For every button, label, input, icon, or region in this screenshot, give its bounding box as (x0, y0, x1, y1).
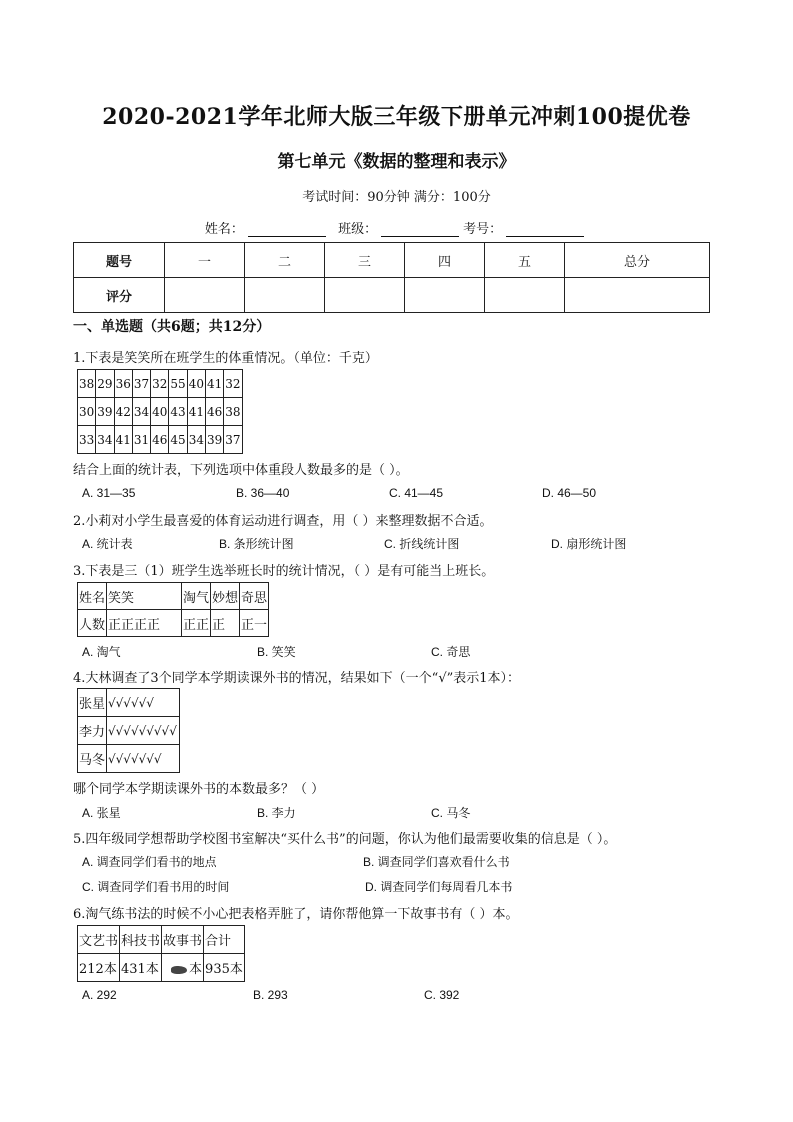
student-fields (0, 218, 793, 237)
table-cell: 32 (224, 370, 242, 398)
table-row (78, 954, 245, 982)
option-d[interactable]: D. 扇形统计图 (551, 537, 627, 551)
number-blank (506, 222, 584, 237)
table-cell: 43 (169, 398, 187, 426)
exam-info: 考试时间：90分钟 满分：100分 (302, 190, 491, 205)
score-table-header-row (74, 243, 710, 278)
question-6-stem: 6.淘气练书法的时候不小心把表格弄脏了，请你帮他算一下故事书有（ ）本。 (73, 907, 519, 922)
table-row (78, 610, 269, 637)
option-a[interactable]: A. 292 (82, 988, 117, 1002)
option-b[interactable]: B. 293 (253, 988, 288, 1002)
vote-table (77, 582, 269, 637)
score-blank (325, 278, 405, 313)
table-cell: 张星 (78, 689, 107, 717)
option-c[interactable]: C. 折线统计图 (384, 537, 460, 551)
table-cell: 40 (151, 398, 169, 426)
question-4-prompt: 哪个同学本学期读课外书的本数最多？（ ） (73, 782, 325, 797)
table-cell: 30 (78, 398, 96, 426)
table-cell: 45 (169, 426, 187, 454)
option-c[interactable]: C. 马冬 (431, 806, 471, 820)
score-cell: 四 (405, 243, 485, 278)
number-label: 考号： (463, 222, 503, 237)
option-d[interactable]: D. 46—50 (542, 486, 597, 500)
score-blank (405, 278, 485, 313)
table-cell: 46 (151, 426, 169, 454)
table-cell: 34 (96, 426, 114, 454)
table-cell: 29 (96, 370, 114, 398)
option-a[interactable]: A. 淘气 (82, 645, 121, 659)
table-cell: 正正正正 (107, 610, 182, 637)
table-cell: 36 (114, 370, 132, 398)
table-cell: 合计 (204, 926, 245, 954)
table-cell: 故事书 (162, 926, 204, 954)
table-cell: 34 (187, 426, 205, 454)
score-cell: 总分 (565, 243, 710, 278)
table-cell: 42 (114, 398, 132, 426)
score-cell: 二 (245, 243, 325, 278)
table-cell: 妙想 (211, 583, 240, 610)
table-cell: 姓名 (78, 583, 107, 610)
class-label: 班级： (338, 222, 378, 237)
weight-table (77, 369, 243, 454)
table-cell: 39 (205, 426, 223, 454)
question-5-stem: 5.四年级同学想帮助学校图书室解决“买什么书”的问题，你认为他们最需要收集的信息是（ ）。 (73, 832, 617, 847)
table-row (78, 745, 180, 773)
score-blank (565, 278, 710, 313)
table-cell: √√√√√√√√√ (107, 717, 180, 745)
option-a[interactable]: A. 张星 (82, 806, 121, 820)
table-cell: 文艺书 (78, 926, 120, 954)
table-row (78, 426, 243, 454)
table-cell: 31 (132, 426, 150, 454)
table-cell: 淘气 (182, 583, 211, 610)
score-blank (245, 278, 325, 313)
table-cell: 46 (205, 398, 223, 426)
table-cell: 人数 (78, 610, 107, 637)
option-b[interactable]: B. 笑笑 (257, 645, 296, 659)
books-table (77, 925, 245, 982)
question-1-stem: 1.下表是笑笑所在班学生的体重情况。（单位：千克） (73, 351, 378, 366)
score-table-score-row (74, 278, 710, 313)
option-d[interactable]: D. 调查同学们每周看几本书 (365, 880, 513, 894)
option-b[interactable]: B. 36—40 (236, 486, 290, 500)
table-cell: 33 (78, 426, 96, 454)
table-cell: 40 (187, 370, 205, 398)
option-a[interactable]: A. 调查同学们看书的地点 (82, 855, 217, 869)
question-4-stem: 4.大林调查了3个同学本学期读课外书的情况，结果如下（一个“√”表示1本）： (73, 671, 521, 686)
score-cell: 五 (485, 243, 565, 278)
table-cell: 39 (96, 398, 114, 426)
option-b[interactable]: B. 条形统计图 (219, 537, 294, 551)
table-cell: 212本 (78, 954, 120, 982)
option-a[interactable]: A. 31—35 (82, 486, 136, 500)
option-c[interactable]: C. 41—45 (389, 486, 444, 500)
table-row (78, 926, 245, 954)
table-cell: 正正 (182, 610, 211, 637)
table-cell: 41 (205, 370, 223, 398)
table-cell: 李力 (78, 717, 107, 745)
table-row (78, 398, 243, 426)
table-cell: 奇思 (240, 583, 269, 610)
table-cell: 55 (169, 370, 187, 398)
name-label: 姓名： (204, 222, 244, 237)
question-1-prompt: 结合上面的统计表，下列选项中体重段人数最多的是（ ）。 (73, 463, 409, 478)
table-cell: 37 (224, 426, 242, 454)
score-cell: 三 (325, 243, 405, 278)
score-cell: 一 (165, 243, 245, 278)
ink-smudge-cell (162, 954, 204, 982)
table-cell-text: 本 (189, 962, 203, 977)
table-cell: 37 (132, 370, 150, 398)
table-cell: √√√√√√√ (107, 745, 180, 773)
question-2-stem: 2.小莉对小学生最喜爱的体育运动进行调查，用（ ）来整理数据不合适。 (73, 514, 493, 529)
score-blank (485, 278, 565, 313)
option-b[interactable]: B. 李力 (257, 806, 296, 820)
table-cell: 马冬 (78, 745, 107, 773)
table-cell: 32 (151, 370, 169, 398)
table-cell: 41 (114, 426, 132, 454)
table-row (78, 370, 243, 398)
option-c[interactable]: C. 奇思 (431, 645, 471, 659)
table-cell: 431本 (120, 954, 162, 982)
question-3-stem: 3.下表是三（1）班学生选举班长时的统计情况，（ ）是有可能当上班长。 (73, 564, 495, 579)
table-cell: 科技书 (120, 926, 162, 954)
ink-blot-icon (171, 966, 187, 974)
option-b[interactable]: B. 调查同学们喜欢看什么书 (363, 855, 510, 869)
option-c[interactable]: C. 调查同学们看书用的时间 (82, 880, 230, 894)
score-blank (165, 278, 245, 313)
table-cell: 正 (211, 610, 240, 637)
class-blank (381, 222, 459, 237)
name-blank (248, 222, 326, 237)
table-cell: 38 (78, 370, 96, 398)
unit-subtitle: 第七单元《数据的整理和表示》 (277, 152, 516, 172)
score-cell: 题号 (74, 243, 165, 278)
option-a[interactable]: A. 统计表 (82, 537, 133, 551)
page-title: 2020-2021学年北师大版三年级下册单元冲刺100提优卷 (102, 104, 691, 130)
section-heading: 一、单选题（共6题；共12分） (73, 319, 271, 335)
table-row (78, 717, 180, 745)
table-cell: 正一 (240, 610, 269, 637)
table-cell: √√√√√√ (107, 689, 180, 717)
table-cell: 41 (187, 398, 205, 426)
table-row (78, 689, 180, 717)
table-cell: 34 (132, 398, 150, 426)
score-row-label: 评分 (74, 278, 165, 313)
option-c[interactable]: C. 392 (424, 988, 460, 1002)
reading-table (77, 688, 180, 773)
score-table (73, 242, 710, 313)
table-cell: 935本 (204, 954, 245, 982)
table-cell: 笑笑 (107, 583, 182, 610)
table-row (78, 583, 269, 610)
table-cell: 38 (224, 398, 242, 426)
